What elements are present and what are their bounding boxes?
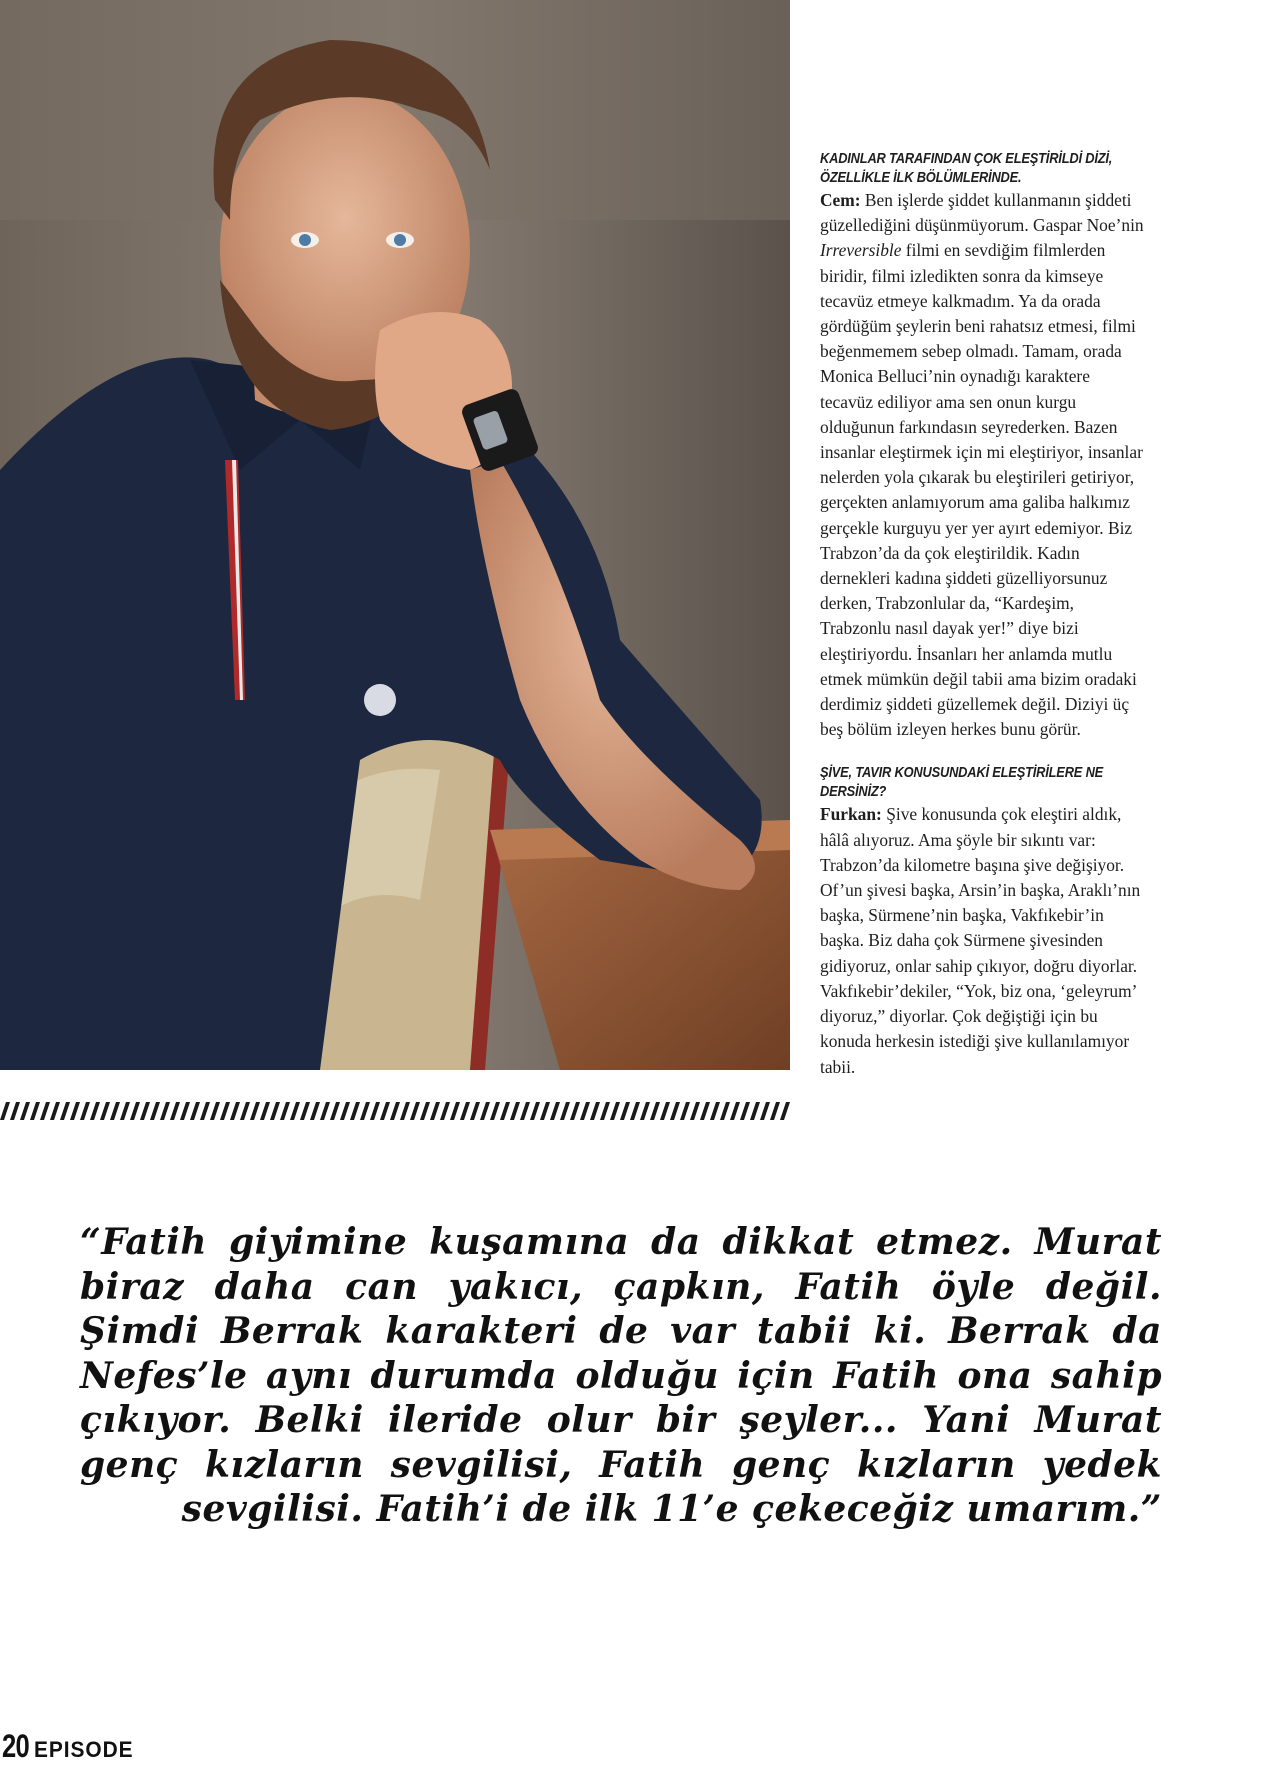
question-1: KADINLAR TARAFINDAN ÇOK ELEŞTİRİLDİ DİZİ, ÖZELLİKLE İLK BÖLÜMLERİNDE.	[820, 151, 1113, 186]
magazine-logo: EPISODE	[33, 1737, 134, 1762]
speaker-cem: Cem:	[820, 190, 861, 210]
portrait-photo	[0, 0, 790, 1070]
film-title: Irreversible	[820, 240, 902, 261]
decorative-zigzag-divider	[0, 1102, 790, 1120]
pull-quote: “Fatih giyimine kuşamına da dikkat etmez. Murat biraz daha can yakıcı, çapkın, Fatih öyle değil. Şimdi Berrak karakteri de var tabii ki. Berrak da Nefes’le aynı durumda olduğu için Fatih ona sahip çıkıyor. Belki ileride olur bir şeyler... Yani Murat genç kızların sevgilisi, Fatih genç kızların yedek sevgilisi. Fatih’i de ilk 11’e çekeceğiz umarım.”	[80, 1221, 1162, 1530]
question-2: ŞİVE, TAVIR KONUSUNDAKİ ELEŞTİRİLERE NE DERSİNİZ?	[820, 765, 1104, 801]
speaker-furkan: Furkan:	[820, 804, 882, 825]
answer-1-text-a: Ben işlerde şiddet kullanmanın şiddeti güzellediğini düşünmüyorum. Gaspar Noe’nin	[820, 190, 1144, 236]
answer-2	[820, 802, 1145, 1079]
answer-2-text: Şive konusunda çok eleştiri aldık, hâlâ alıyoruz. Ama şöyle bir sıkıntı var: Trabzon’da kilometre başına şive değişiyor. Of’un şivesi başka, Arsin’in başka, Araklı’nın başka, Sürmene’nin başka, Vakfıkebir’in başka. Biz daha çok Sürmene şivesinden gidiyoruz, onlar sahip çıkıyor, doğru diyorlar. Vakfıkebir’dekiler, “Yok, biz ona, ‘geleyrum’ diyoruz,” diyorlar. Çok değiştiği için bu konuda herkesin istediği şive kullanılamıyor tabii.	[820, 804, 1141, 1077]
page-footer	[2, 1728, 138, 1762]
page-number: 20	[2, 1728, 29, 1764]
answer-1	[820, 188, 1145, 742]
answer-1-text-b: filmi en sevdiğim filmlerden biridir, filmi izledikten sonra da kimseye tecavüz etmeye kalkmadım. Ya da orada gördüğüm şeylerin beni rahatsız etmesi, filmi beğenmemem sebep olmadı. Tamam, orada Monica Belluci’nin oynadığı karaktere tecavüz ediliyor ama sen onun kurgu olduğunun farkındasın seyrederken. Bazen insanlar eleştirmek için mi eleştiriyor, insanlar nelerden yola çıkarak bu eleştirileri getiriyor, gerçekten anlamıyorum ama galiba halkımız gerçekle kurguyu yer yer ayırt edemiyor. Biz Trabzon’da da çok eleştirildik. Kadın dernekleri kadına şiddeti güzelliyorsunuz derken, Trabzonlular da, “Kardeşim, Trabzonlu nasıl dayak yer!” diye bizi eleştiriyordu. İnsanları her anlamda mutlu etmek mümkün değil tabii ama bizim oradaki derdimiz şiddeti güzellemek değil. Diziyi üç beş bölüm izleyen herkes bunu görür.	[820, 240, 1143, 740]
article-column	[820, 150, 1145, 1080]
